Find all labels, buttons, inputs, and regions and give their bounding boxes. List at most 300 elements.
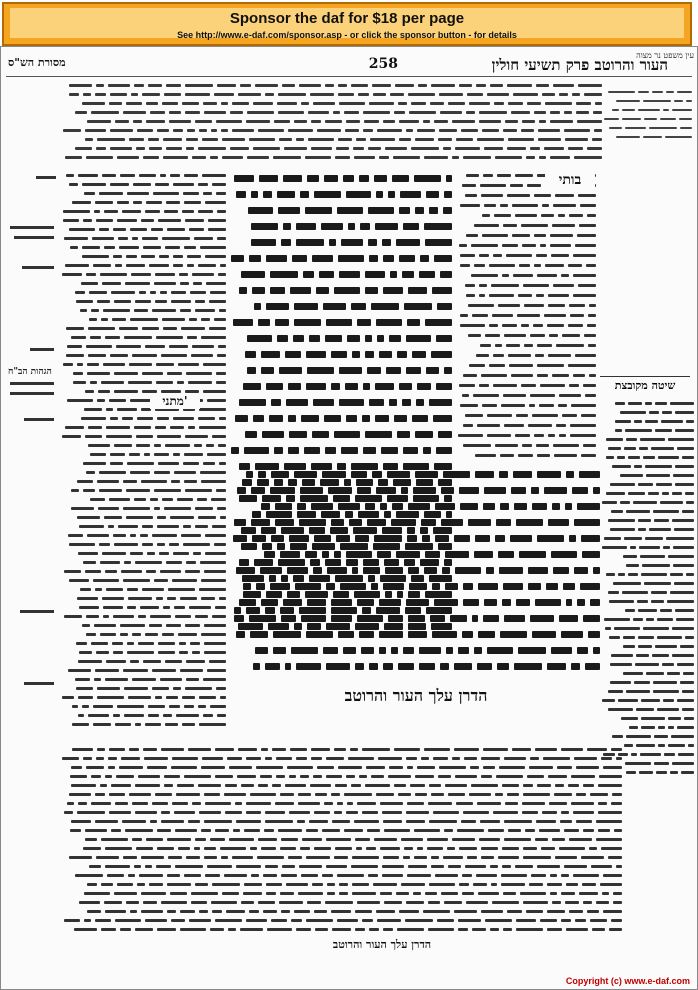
text-word [296, 239, 324, 246]
text-word [439, 93, 463, 96]
text-word [675, 483, 694, 486]
text-word [323, 647, 338, 654]
text-word [300, 775, 309, 778]
text-word [538, 129, 560, 132]
text-word [121, 757, 140, 760]
text-word [672, 762, 694, 765]
text-word [305, 156, 331, 159]
text-word [484, 147, 503, 150]
text-word [568, 324, 583, 327]
text-word [103, 606, 123, 609]
text-word [534, 434, 544, 437]
text-word [434, 599, 458, 606]
text-word [163, 156, 188, 159]
text-word [672, 519, 694, 522]
text-word [577, 234, 596, 237]
text-word [365, 351, 374, 358]
text-word [166, 147, 182, 150]
text-word [363, 567, 380, 574]
text-word [539, 829, 560, 832]
text-line [62, 638, 226, 647]
text-word [596, 838, 622, 841]
text-word [108, 766, 115, 769]
text-word [431, 856, 439, 859]
text-word [502, 784, 519, 787]
text-word [106, 660, 126, 663]
text-line [602, 488, 694, 497]
text-word [547, 883, 562, 886]
text-word [286, 399, 308, 406]
text-word [143, 748, 157, 751]
text-word [78, 174, 98, 177]
text-word [645, 402, 652, 405]
text-word [297, 820, 305, 823]
text-word [670, 573, 683, 576]
text-word [135, 928, 153, 931]
text-word [188, 381, 212, 384]
text-word [667, 600, 694, 603]
text-word [197, 498, 207, 501]
text-word [69, 543, 95, 546]
text-word [186, 678, 199, 681]
text-word [100, 561, 120, 564]
text-word [377, 129, 402, 132]
text-word [110, 93, 127, 96]
text-word [634, 465, 642, 468]
text-line [232, 482, 600, 498]
text-word [258, 319, 270, 326]
text-line [62, 287, 226, 296]
text-word [98, 507, 119, 510]
text-word [349, 519, 362, 526]
text-word [270, 487, 295, 494]
text-word [261, 748, 268, 751]
text-word [490, 928, 499, 931]
text-word [443, 471, 470, 478]
text-word [343, 647, 356, 654]
text-word [260, 775, 272, 778]
text-word [587, 910, 599, 913]
text-word [102, 282, 121, 285]
text-word [408, 93, 435, 96]
text-line [602, 515, 694, 524]
text-word [308, 111, 329, 114]
text-word [556, 424, 566, 427]
text-word [487, 93, 509, 96]
text-line [62, 377, 226, 386]
text-word [462, 184, 476, 187]
text-word [639, 447, 648, 450]
text-word [527, 102, 541, 105]
text-word [448, 793, 465, 796]
text-word [357, 487, 371, 494]
text-word [105, 847, 132, 850]
text-line [62, 629, 226, 638]
text-word [543, 757, 570, 760]
text-word [576, 793, 586, 796]
text-word [143, 660, 161, 663]
text-line [62, 780, 622, 789]
text-word [83, 93, 91, 96]
text-word [606, 492, 625, 495]
text-word [211, 129, 217, 132]
text-word [410, 784, 425, 787]
text-line [456, 450, 596, 460]
text-word [523, 784, 533, 787]
text-word [259, 175, 278, 182]
text-word [423, 910, 450, 913]
text-word [406, 335, 431, 342]
text-word [241, 784, 254, 787]
text-word [481, 775, 492, 778]
text-word [387, 471, 410, 478]
text-word [200, 471, 226, 474]
text-word [101, 883, 113, 886]
text-word [199, 910, 208, 913]
text-word [164, 93, 181, 96]
text-word [569, 384, 579, 387]
text-word [83, 489, 95, 492]
text-word [539, 156, 546, 159]
text-line [62, 530, 226, 539]
text-word [507, 793, 519, 796]
text-word [164, 210, 178, 213]
text-word [608, 708, 633, 711]
text-word [513, 274, 533, 277]
text-word [99, 489, 122, 492]
text-word [210, 705, 226, 708]
text-word [255, 647, 268, 654]
text-word [482, 129, 499, 132]
text-word [234, 519, 246, 526]
text-word [470, 766, 479, 769]
mishna-start-word: מתני' [150, 394, 200, 409]
text-word [474, 551, 493, 558]
text-word [477, 802, 501, 805]
text-word [385, 567, 403, 574]
text-word [207, 865, 232, 868]
text-word [626, 438, 637, 441]
text-word [185, 93, 210, 96]
text-word [270, 287, 285, 294]
text-word [465, 284, 475, 287]
text-word [362, 919, 373, 922]
text-word [156, 597, 163, 600]
text-word [420, 255, 429, 262]
text-word [511, 374, 533, 377]
text-word [148, 705, 165, 708]
text-word [518, 647, 546, 654]
text-word [589, 847, 597, 850]
text-word [460, 264, 470, 267]
text-line [62, 224, 226, 233]
text-word [454, 748, 479, 751]
text-word [359, 175, 369, 182]
text-word [205, 201, 226, 204]
text-word [574, 567, 588, 574]
text-word [437, 303, 452, 310]
text-word [199, 723, 226, 726]
text-word [368, 207, 394, 214]
text-word [675, 465, 694, 468]
text-word [507, 84, 532, 87]
text-word [258, 838, 277, 841]
text-word [180, 597, 197, 600]
text-word [88, 354, 106, 357]
text-word [77, 363, 83, 366]
text-word [575, 354, 596, 357]
text-word [145, 865, 152, 868]
text-line [456, 290, 596, 300]
text-word [640, 438, 665, 441]
text-word [88, 327, 115, 330]
text-word [369, 255, 378, 262]
text-word [577, 599, 585, 606]
text-line [602, 533, 694, 542]
text-word [521, 384, 536, 387]
text-word [110, 417, 118, 420]
sponsor-banner-title[interactable]: Sponsor the daf for $18 per page [229, 10, 465, 27]
text-word [149, 147, 162, 150]
text-word [277, 335, 288, 342]
text-word [129, 138, 144, 141]
text-word [68, 669, 91, 672]
text-word [415, 431, 433, 438]
text-word [365, 503, 375, 510]
text-word [253, 147, 280, 150]
text-word [232, 856, 253, 859]
text-word [445, 784, 467, 787]
text-word [544, 147, 564, 150]
text-word [542, 811, 557, 814]
text-line [604, 95, 692, 104]
text-word [448, 102, 465, 105]
text-word [111, 784, 131, 787]
text-word [76, 642, 87, 645]
text-word [132, 354, 157, 357]
text-word [555, 856, 577, 859]
text-word [97, 399, 105, 402]
text-word [222, 138, 245, 141]
text-word [204, 856, 217, 859]
text-word [394, 111, 405, 114]
text-word [339, 892, 348, 895]
text-word [363, 447, 376, 454]
text-word [395, 84, 414, 87]
text-word [295, 583, 321, 590]
text-word [496, 519, 511, 526]
text-word [380, 802, 403, 805]
text-word [237, 775, 256, 778]
text-word [97, 480, 119, 483]
text-word [381, 447, 398, 454]
text-word [117, 705, 144, 708]
text-word [493, 254, 502, 257]
text-word [377, 551, 391, 558]
tosafot-commentary [62, 170, 226, 730]
text-word [584, 334, 596, 337]
text-word [195, 883, 208, 886]
text-word [85, 390, 94, 393]
text-word [375, 223, 398, 230]
text-word [643, 456, 655, 459]
text-word [338, 138, 352, 141]
text-word [354, 820, 379, 823]
text-word [209, 327, 226, 330]
text-word [115, 919, 141, 922]
text-word [68, 534, 83, 537]
text-word [78, 714, 84, 717]
text-line [456, 430, 596, 440]
text-line [230, 410, 452, 426]
text-word [201, 829, 211, 832]
text-word [620, 501, 630, 504]
text-word [175, 829, 197, 832]
text-word [428, 928, 454, 931]
text-word [357, 901, 380, 904]
text-word [134, 498, 146, 501]
text-word [136, 444, 150, 447]
text-line [62, 179, 226, 188]
text-word [254, 303, 261, 310]
text-word [112, 642, 123, 645]
text-word [181, 327, 205, 330]
text-word [290, 748, 307, 751]
text-word [95, 669, 119, 672]
text-word [69, 183, 78, 186]
text-word [479, 384, 489, 387]
text-word [127, 192, 149, 195]
text-word [363, 129, 373, 132]
text-word [288, 447, 299, 454]
text-line [62, 719, 226, 728]
text-word [397, 928, 424, 931]
text-word [524, 344, 533, 347]
text-word [396, 239, 420, 246]
text-word [573, 294, 596, 297]
text-word [314, 910, 327, 913]
text-word [63, 363, 73, 366]
text-word [338, 631, 354, 638]
text-word [211, 498, 226, 501]
text-word [658, 744, 665, 747]
text-word [212, 910, 222, 913]
text-word [90, 498, 105, 501]
text-word [651, 600, 664, 603]
text-word [415, 775, 434, 778]
text-word [407, 766, 413, 769]
text-line [230, 218, 452, 234]
text-word [571, 404, 596, 407]
text-word [296, 663, 321, 670]
text-line [62, 332, 226, 341]
text-word [396, 551, 420, 558]
text-word [134, 865, 141, 868]
text-word [479, 254, 489, 257]
sponsor-banner[interactable] [2, 2, 692, 46]
text-line [62, 834, 622, 843]
text-word [135, 723, 141, 726]
text-word [132, 633, 141, 636]
text-word [275, 802, 294, 805]
text-word [208, 219, 226, 222]
text-word [92, 237, 114, 240]
text-word [680, 127, 692, 129]
text-word [65, 426, 84, 429]
text-word [62, 273, 82, 276]
text-word [205, 534, 226, 537]
text-word [281, 239, 291, 246]
text-word [466, 111, 475, 114]
text-word [682, 510, 694, 513]
text-word [69, 93, 79, 96]
text-word [552, 901, 561, 904]
text-word [185, 111, 200, 114]
text-word [587, 214, 596, 217]
text-word [182, 210, 194, 213]
text-word [173, 255, 183, 258]
text-word [483, 503, 495, 510]
text-word [124, 336, 152, 339]
text-word [563, 583, 575, 590]
text-word [75, 678, 90, 681]
text-word [313, 399, 334, 406]
text-word [625, 762, 651, 765]
text-word [346, 415, 357, 422]
text-word [222, 156, 243, 159]
text-word [129, 453, 140, 456]
text-word [539, 404, 554, 407]
text-word [548, 304, 565, 307]
text-word [306, 351, 326, 358]
text-word [189, 919, 211, 922]
text-word [169, 120, 191, 123]
text-word [316, 287, 329, 294]
text-line [62, 575, 226, 584]
text-word [159, 255, 169, 258]
text-word [322, 471, 346, 478]
text-word [510, 535, 532, 542]
text-word [164, 784, 173, 787]
text-word [401, 838, 423, 841]
text-word [109, 748, 125, 751]
text-word [559, 847, 585, 850]
text-word [379, 631, 403, 638]
text-word [85, 435, 102, 438]
text-word [190, 642, 200, 645]
text-word [236, 567, 255, 574]
text-word [95, 201, 113, 204]
text-line [230, 426, 452, 442]
text-word [683, 672, 694, 675]
text-word [609, 127, 622, 129]
text-word [516, 599, 530, 606]
text-word [476, 84, 486, 87]
text-word [374, 175, 387, 182]
text-word [275, 519, 294, 526]
text-word [145, 345, 165, 348]
text-word [66, 327, 84, 330]
text-word [89, 291, 107, 294]
text-word [129, 793, 151, 796]
text-word [86, 471, 95, 474]
text-word [380, 892, 392, 895]
text-word [180, 669, 203, 672]
text-word [417, 847, 423, 850]
text-word [641, 699, 660, 702]
text-word [623, 672, 643, 675]
text-word [218, 444, 226, 447]
